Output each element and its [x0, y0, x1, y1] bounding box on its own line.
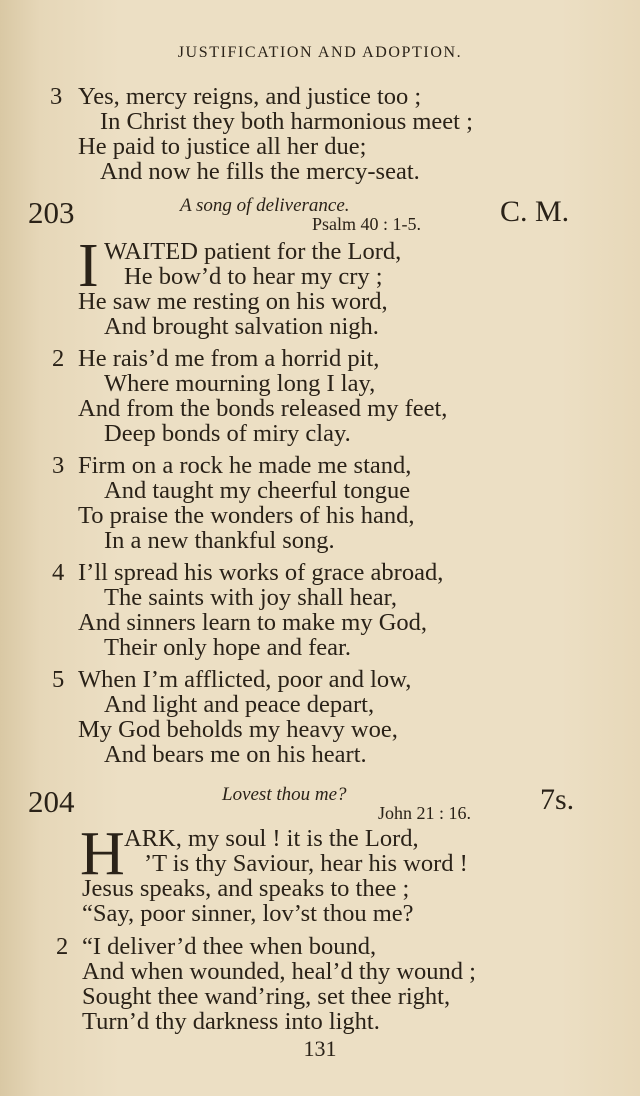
- verse-number: 2: [56, 933, 69, 960]
- verse-line: And light and peace depart,: [104, 691, 375, 718]
- running-head: JUSTIFICATION AND ADOPTION.: [177, 44, 463, 61]
- hymn-title: Lovest thou me?: [222, 784, 347, 805]
- verse-line: And when wounded, heal’d thy wound ;: [82, 958, 476, 985]
- hymn-title: A song of deliverance.: [180, 195, 350, 216]
- verse-line: ARK, my soul ! it is the Lord,: [124, 825, 419, 852]
- hymn-number: 203: [28, 195, 75, 230]
- verse-number: 4: [52, 559, 65, 586]
- verse-line: To praise the wonders of his hand,: [78, 502, 415, 529]
- verse-line: He bow’d to hear my cry ;: [124, 263, 383, 290]
- verse-line: And from the bonds released my feet,: [78, 395, 448, 422]
- verse-line: I’ll spread his works of grace abroad,: [78, 559, 444, 586]
- verse-line: My God beholds my heavy woe,: [78, 716, 398, 743]
- verse-line: He saw me resting on his word,: [78, 288, 388, 315]
- verse-line: “I deliver’d thee when bound,: [82, 933, 377, 960]
- verse-line: Jesus speaks, and speaks to thee ;: [82, 875, 410, 902]
- verse-line: He rais’d me from a horrid pit,: [78, 345, 380, 372]
- page-number: 131: [303, 1036, 337, 1061]
- verse-line: In a new thankful song.: [104, 527, 335, 554]
- verse-line: And brought salvation nigh.: [104, 313, 379, 340]
- verse-number: 3: [52, 452, 65, 479]
- verse-line: ’T is thy Saviour, hear his word !: [144, 850, 468, 877]
- verse-number: 2: [52, 345, 65, 372]
- verse-number: 5: [52, 666, 65, 693]
- verse-line: Turn’d thy darkness into light.: [82, 1008, 380, 1035]
- verse-line: WAITED patient for the Lord,: [104, 238, 402, 265]
- hymn-meter: 7s.: [540, 783, 575, 816]
- verse-line: Sought thee wand’ring, set thee right,: [82, 983, 451, 1010]
- scripture-reference: John 21 : 16.: [378, 803, 472, 823]
- verse-number: 3: [50, 83, 63, 110]
- verse-line: And sinners learn to make my God,: [78, 609, 428, 636]
- verse-line: Their only hope and fear.: [104, 634, 351, 661]
- verse-line: He paid to justice all her due;: [78, 133, 367, 160]
- drop-cap: I: [78, 232, 99, 300]
- verse-line: The saints with joy shall hear,: [104, 584, 397, 611]
- verse-line: When I’m afflicted, poor and low,: [78, 666, 412, 693]
- hymn-number: 204: [28, 784, 75, 819]
- scripture-reference: Psalm 40 : 1-5.: [312, 214, 422, 234]
- verse-line: Deep bonds of miry clay.: [104, 420, 351, 447]
- verse-line: And now he fills the mercy-seat.: [100, 158, 420, 185]
- verse-line: And taught my cheerful tongue: [104, 477, 411, 504]
- verse-line: “Say, poor sinner, lov’st thou me?: [82, 900, 414, 927]
- verse-line: Where mourning long I lay,: [104, 370, 376, 397]
- verse-line: In Christ they both harmonious meet ;: [100, 108, 473, 135]
- verse-line: Yes, mercy reigns, and justice too ;: [78, 83, 422, 110]
- drop-cap: H: [80, 820, 125, 888]
- hymn-meter: C. M.: [500, 195, 570, 228]
- verse-line: Firm on a rock he made me stand,: [78, 452, 412, 479]
- verse-line: And bears me on his heart.: [104, 741, 367, 768]
